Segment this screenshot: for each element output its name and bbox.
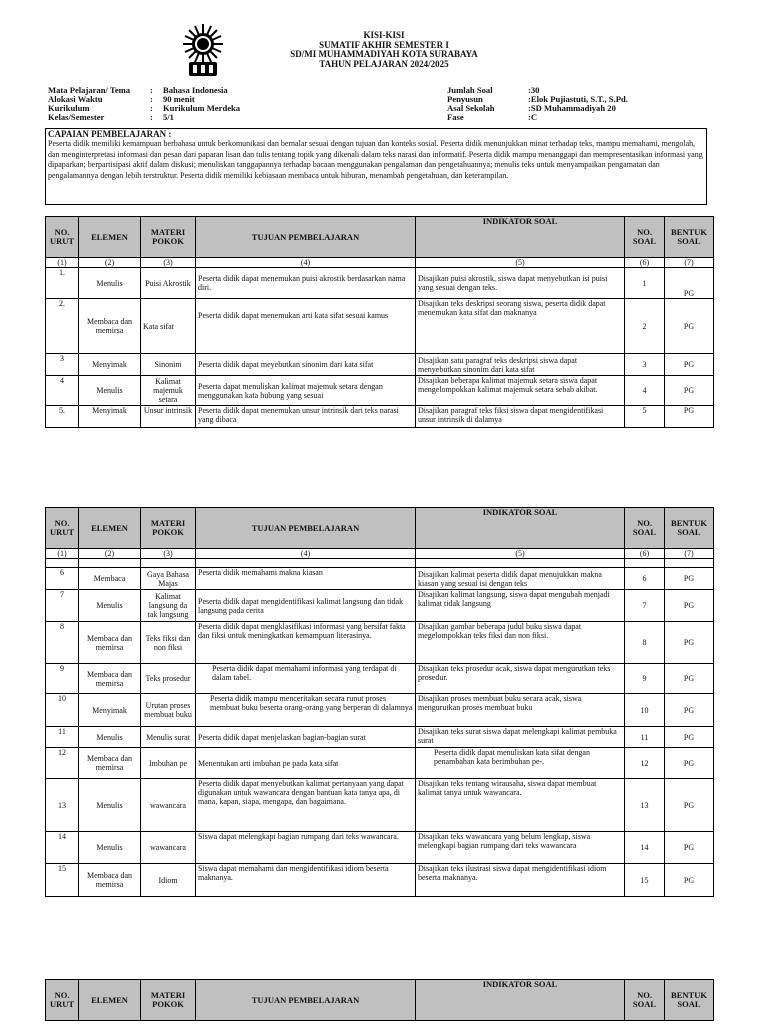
cell-materi: Gaya Bahasa Majas [141, 568, 196, 590]
cell-elemen: Membaca dan memirsa [79, 664, 141, 694]
capaian-heading: CAPAIAN PEMBELAJARAN : [48, 129, 172, 139]
column-index: (5) [416, 549, 625, 559]
table-row [46, 864, 714, 897]
cell-no-soal: 1 [625, 268, 665, 299]
cell-materi: Sinonim [141, 354, 196, 376]
cell-no: 10 [46, 694, 79, 727]
col-header: NO. URUT [46, 508, 79, 549]
cell-tujuan: Siswa dapat melengkapi bagian rumpang dari teks wawancara. [196, 832, 416, 864]
cell-no-soal: 7 [625, 590, 665, 622]
cell-no: 14 [46, 832, 79, 864]
cell-no-soal: 9 [625, 664, 665, 694]
cell-no-soal: 14 [625, 832, 665, 864]
cell-bentuk: PG [665, 694, 714, 727]
cell-bentuk: PG [665, 590, 714, 622]
table-row [46, 354, 714, 376]
col-header: BENTUK SOAL [665, 508, 714, 549]
table-header-row [46, 508, 714, 549]
cell-tujuan: Peserta didik dapat menemukan puisi akrostik berdasarkan nama diri. [196, 268, 416, 299]
cell-indikator: Disajikan kalimat langsung, siswa dapat mengubah menjadi kalimat tidak langsung [416, 590, 625, 622]
table-row [46, 268, 714, 299]
table-row [46, 622, 714, 664]
column-index: (6) [625, 549, 665, 559]
cell-elemen: Membaca [79, 568, 141, 590]
cell-bentuk: PG [665, 376, 714, 406]
cell-no: 9 [46, 664, 79, 694]
cell-elemen: Membaca dan memirsa [79, 299, 141, 354]
table-row [46, 832, 714, 864]
cell-bentuk: PG [665, 268, 714, 299]
cell-elemen: Menulis [79, 779, 141, 832]
column-index: (1) [46, 258, 79, 268]
cell-no: 7 [46, 590, 79, 622]
cell-elemen: Menulis [79, 268, 141, 299]
column-index-row [46, 258, 714, 268]
table-header-row [46, 217, 714, 258]
cell-elemen: Membaca dan memirsa [79, 622, 141, 664]
col-header: INDIKATOR SOAL [416, 980, 625, 1021]
cell-bentuk: PG [665, 406, 714, 428]
cell-bentuk: PG [665, 354, 714, 376]
cell-tujuan: Siswa dapat memahami dan mengidentifikasi idiom beserta maknanya. [196, 864, 416, 897]
cell-elemen: Menulis [79, 376, 141, 406]
cell-tujuan: Peserta didik dapat mengklasifikasi informasi yang bersifat fakta dan fiksi untuk meningkatkan kemampuan literasinya. [196, 622, 416, 664]
cell-tujuan: Peserta didik dapat menjelaskan bagian-bagian surat [196, 727, 416, 748]
kisi-table-2 [45, 507, 714, 897]
cell-no: 6 [46, 568, 79, 590]
cell-bentuk: PG [665, 779, 714, 832]
cell-indikator: Disajikan beberapa kalimat majemuk setara siswa dapat mengelompokkan kalimat majemuk setara sebab akibat. [416, 376, 625, 406]
table-row [46, 779, 714, 832]
col-header: NO. URUT [46, 980, 79, 1021]
cell-bentuk: PG [665, 832, 714, 864]
column-index: (1) [46, 549, 79, 559]
kisi-table-1 [45, 216, 714, 428]
cell-materi: Puisi Akrostik [141, 268, 196, 299]
cell-elemen: Menyimak [79, 694, 141, 727]
cell-materi: Idiom [141, 864, 196, 897]
cell-indikator: Disajikan teks tentang wirausaha, siswa dapat membuat kalimat tanya untuk wawancara. [416, 779, 625, 832]
cell-indikator: Disajikan teks ilustrasi siswa dapat mengidentifikasi idiom beserta maknanya. [416, 864, 625, 897]
cell-indikator: Disajikan teks surat siswa dapat melengkapi kalimat pembuka surat [416, 727, 625, 748]
cell-indikator: Disajikan kalimat peserta didik dapat menujukkan makna kiasan yang sesuai isi dengan teks [416, 568, 625, 590]
col-header: ELEMEN [79, 508, 141, 549]
column-index: (2) [79, 258, 141, 268]
column-index: (2) [79, 549, 141, 559]
col-header: TUJUAN PEMBELAJARAN [196, 508, 416, 549]
cell-bentuk: PG [665, 622, 714, 664]
cell-elemen: Menyimak [79, 354, 141, 376]
table-row [46, 590, 714, 622]
cell-materi: wawancara [141, 779, 196, 832]
cell-tujuan: Peserta didik memahami makna kiasan [196, 568, 416, 590]
column-index: (4) [196, 549, 416, 559]
cell-elemen: Membaca dan memirsa [79, 748, 141, 779]
cell-no-soal: 6 [625, 568, 665, 590]
cell-indikator: Disajikan teks deskripsi seorang siswa, peserta didik dapat menemukan kata sifat dan maknanya [416, 299, 625, 354]
table-row-empty [46, 559, 714, 568]
cell-tujuan: Peserta dapat menuliskan kalimat majemuk setara dengan menggunakan kata hubung yang sesuai [196, 376, 416, 406]
cell-no-soal: 2 [625, 299, 665, 354]
cell-materi: Menulis surat [141, 727, 196, 748]
info-right: Jumlah Soal :30 Penyusun :Elok Pujiastuti, S.T., S.Pd. Asal Sekolah :SD Muhammadiyah 20 Fase :C [447, 85, 628, 122]
cell-no: 13 [46, 779, 79, 832]
cell-no-soal: 11 [625, 727, 665, 748]
capaian-text: Peserta didik memiliki kemampuan berbahasa untuk berkomunikasi dan bernalar sesuai dengan tujuan dan konteks sosial. Peserta didik menunjukkan minat terhadap teks, mampu memahami, mengolah, dan menginterpretasi informasi dan pesan dari paparan lisan dan tulis tentang topik yang dikenali dalam teks narasi dan informatif. Peserta didik mampu menanggapi dan mempresentasikan informasi yang dipaparkan; berpartisipasi aktif dalam diskusi; menuliskan tanggapannya terhadap bacaan menggunakan pengalaman dan pengetahuannya; menulis teks untuk menyampaikan pengamatan dan pengalamannya dengan lebih terstruktur. Peserta didik memiliki kebiasaan membaca untuk hiburan, menambah pengetahuan, dan keterampilan. [48, 139, 703, 180]
column-index: (3) [141, 258, 196, 268]
column-index: (4) [196, 258, 416, 268]
cell-indikator: Disajikan puisi akrostik, siswa dapat menyebutkan isi puisi yang sesuai dengan teks. [416, 268, 625, 299]
cell-tujuan: Peserta didik dapat meyebutkan sinonim dari kata sifat [196, 354, 416, 376]
cell-no: 5. [46, 406, 79, 428]
cell-no-soal: 4 [625, 376, 665, 406]
cell-no: 15 [46, 864, 79, 897]
column-index: (3) [141, 549, 196, 559]
cell-no: 4 [46, 376, 79, 406]
cell-no-soal: 8 [625, 622, 665, 664]
column-index: (6) [625, 258, 665, 268]
table-row [46, 568, 714, 590]
cell-no-soal: 3 [625, 354, 665, 376]
cell-tujuan: Peserta didik dapat menemukan unsur intrinsik dari teks narasi yang dibaca [196, 406, 416, 428]
cell-no-soal: 5 [625, 406, 665, 428]
cell-tujuan: Peserta didik dapat memahami informasi yang terdapat di dalam tabel. [196, 664, 416, 694]
cell-elemen: Menulis [79, 727, 141, 748]
cell-indikator: Disajikan satu paragraf teks deskripsi siswa dapat menyebutkan sinonim dari kata sifat [416, 354, 625, 376]
cell-no: 11 [46, 727, 79, 748]
table-row [46, 376, 714, 406]
column-index-row [46, 549, 714, 559]
cell-bentuk: PG [665, 864, 714, 897]
table-row [46, 748, 714, 779]
col-header: ELEMEN [79, 217, 141, 258]
table-row [46, 694, 714, 727]
column-index: (5) [416, 258, 625, 268]
col-header: BENTUK SOAL [665, 980, 714, 1021]
col-header: MATERI POKOK [141, 217, 196, 258]
col-header: INDIKATOR SOAL [416, 508, 625, 549]
cell-no: 2. [46, 299, 79, 354]
column-index: (7) [665, 549, 714, 559]
cell-indikator: Peserta didik dapat menuliskan kata sifat dengan penambahan kata berimbuhan pe-. [416, 748, 625, 779]
cell-materi: Imbuhan pe [141, 748, 196, 779]
cell-tujuan: Peserta didik dapat mengidentifikasi kalimat langsung dan tidak langsung pada cerita [196, 590, 416, 622]
table-row [46, 299, 714, 354]
cell-indikator: Disajikan teks prosedur acak, siswa dapat mengurutkan teks prosedur. [416, 664, 625, 694]
col-header: MATERI POKOK [141, 508, 196, 549]
cell-no-soal: 13 [625, 779, 665, 832]
col-header: NO. URUT [46, 217, 79, 258]
cell-no: 1. [46, 268, 79, 299]
cell-no-soal: 15 [625, 864, 665, 897]
cell-elemen: Menulis [79, 832, 141, 864]
cell-indikator: Disajikan proses membuat buku secara acak, siswa mengurutkan proses membuat buku [416, 694, 625, 727]
cell-materi: Kalimat langsung da tak langsung [141, 590, 196, 622]
capaian-pembelajaran-box [45, 128, 707, 205]
table-row [46, 727, 714, 748]
cell-materi: Urutan proses membuat buku [141, 694, 196, 727]
cell-elemen: Menyimak [79, 406, 141, 428]
table-header-row [46, 980, 714, 1021]
cell-no-soal: 10 [625, 694, 665, 727]
cell-materi: Unsur intrinsik [141, 406, 196, 428]
column-index: (7) [665, 258, 714, 268]
cell-bentuk: PG [665, 664, 714, 694]
cell-materi: wawancara [141, 832, 196, 864]
cell-materi: Teks fiksi dan non fiksi [141, 622, 196, 664]
cell-materi: Teks prosedur [141, 664, 196, 694]
kisi-table-3 [45, 979, 714, 1021]
col-header: NO. SOAL [625, 980, 665, 1021]
cell-tujuan: Menentukan arti imbuhan pe pada kata sifat [196, 748, 416, 779]
cell-no-soal: 12 [625, 748, 665, 779]
cell-no: 3 [46, 354, 79, 376]
cell-indikator: Disajikan teks wawancara yang belum lengkap, siswa melengkapi bagian rumpang dari teks wawancara [416, 832, 625, 864]
info-left: Mata Pelajaran/ Tema : Bahasa Indonesia Alokasi Waktu : 90 menit Kurikulum : Kurikulum Merdeka Kelas/Semester : 5/1 [48, 85, 241, 122]
cell-tujuan: Peserta didik dapat menemukan arti kata sifat sesuai kamus [196, 299, 416, 354]
col-header: INDIKATOR SOAL [416, 217, 625, 258]
cell-no: 12 [46, 748, 79, 779]
cell-elemen: Membaca dan memirsa [79, 864, 141, 897]
cell-indikator: Disajikan paragraf teks fiksi siswa dapat mengidentifikasi unsur intrinsik di dalamya [416, 406, 625, 428]
cell-bentuk: PG [665, 748, 714, 779]
col-header: ELEMEN [79, 980, 141, 1021]
cell-bentuk: PG [665, 568, 714, 590]
cell-tujuan: Peserta didik mampu menceritakan secara runut proses membuat buku beserta orang-orang yang berperan di dalamnya [196, 694, 416, 727]
cell-materi: Kata sifat [141, 299, 196, 354]
cell-no: 8 [46, 622, 79, 664]
document-title: KISI-KISI SUMATIF AKHIR SEMESTER I SD/MI MUHAMMADIYAH KOTA SURABAYA TAHUN PELAJARAN 2024/2025 [290, 30, 478, 69]
col-header: TUJUAN PEMBELAJARAN [196, 980, 416, 1021]
cell-bentuk: PG [665, 727, 714, 748]
cell-bentuk: PG [665, 299, 714, 354]
table-row [46, 406, 714, 428]
col-header: BENTUK SOAL [665, 217, 714, 258]
cell-elemen: Menulis [79, 590, 141, 622]
cell-indikator: Disajikan gambar beberapa judul buku siswa dapat megelompokkan teks fiksi dan non fiksi. [416, 622, 625, 664]
cell-materi: Kalimat majemuk setara [141, 376, 196, 406]
table-row [46, 664, 714, 694]
col-header: NO. SOAL [625, 217, 665, 258]
col-header: MATERI POKOK [141, 980, 196, 1021]
cell-tujuan: Peserta didik dapat menyebutkan kalimat pertanyaan yang dapat digunakan untuk wawancara dengan bantuan kata tanya apa, di mana, kapan, siapa, mengapa, dan bagaimana. [196, 779, 416, 832]
col-header: TUJUAN PEMBELAJARAN [196, 217, 416, 258]
col-header: NO. SOAL [625, 508, 665, 549]
